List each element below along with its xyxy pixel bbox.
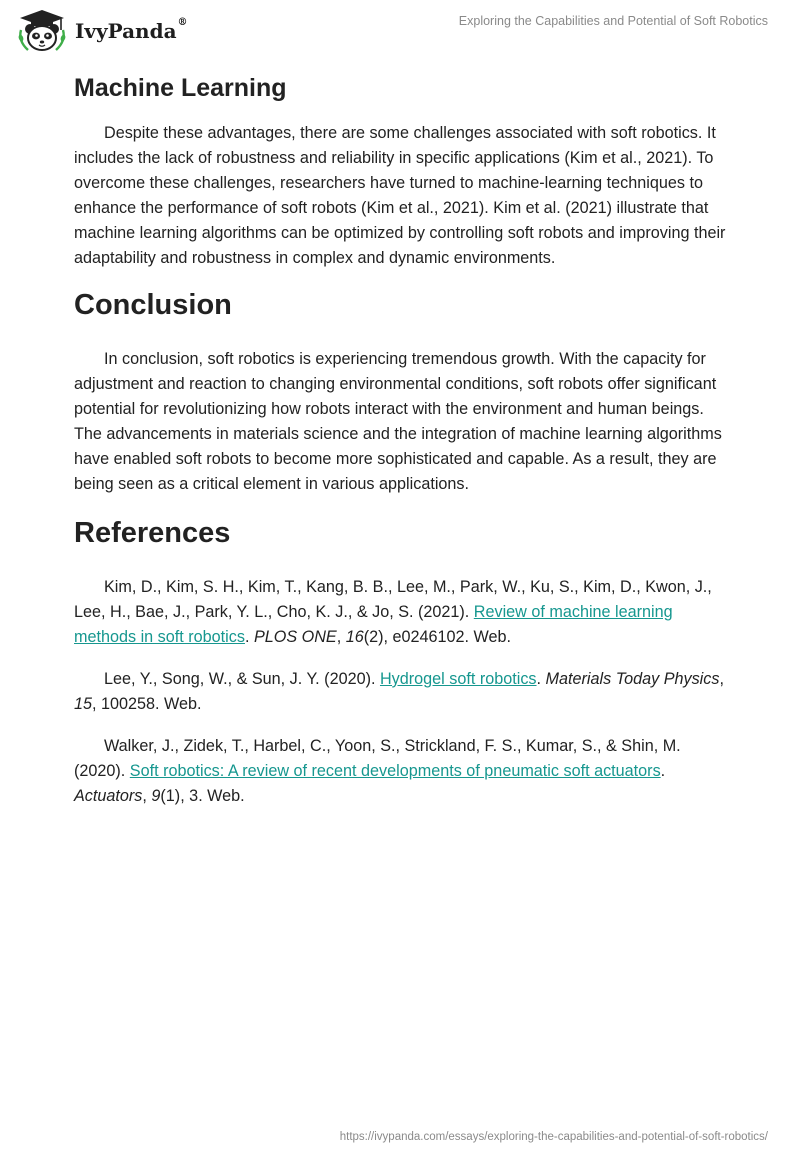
registered-mark: ® xyxy=(177,17,188,28)
heading-conclusion: Conclusion xyxy=(74,289,232,321)
reference-journal: Materials Today Physics xyxy=(545,670,720,688)
reference-punct: , xyxy=(142,787,152,805)
ivypanda-logo[interactable] xyxy=(14,8,188,52)
reference-punct: , xyxy=(336,628,346,646)
reference-volume: 15 xyxy=(74,695,93,713)
brand-name: IvyPanda® xyxy=(75,17,188,43)
reference-item xyxy=(74,667,726,717)
conclusion-paragraph: In conclusion, soft robotics is experiencing tremendous growth. With the capacity for adjustment and reaction to changing environmental conditions, soft robots offer significant potential for revolutionizing how robots interact with the environment and human beings. The advancements in materials science and the integration of machine learning algorithms have enabled soft robots to become more sophisticated and capable. As a result, they are being seen as a critical element in various applications. xyxy=(74,350,722,493)
reference-journal: Actuators xyxy=(74,787,143,805)
reference-rest: (2), e0246102. Web. xyxy=(363,628,512,646)
reference-punct: , xyxy=(719,670,724,688)
reference-item xyxy=(74,575,726,650)
reference-authors: Lee, Y., Song, W., & Sun, J. Y. (2020). xyxy=(104,670,380,688)
reference-punct: . xyxy=(660,762,666,780)
reference-link[interactable]: Review of machine learning methods in soft robotics xyxy=(74,603,673,646)
heading-references: References xyxy=(74,517,231,549)
reference-volume: 9 xyxy=(151,787,161,805)
reference-journal: PLOS ONE xyxy=(253,628,337,646)
reference-link[interactable]: Hydrogel soft robotics xyxy=(379,670,537,688)
reference-rest: , 100258. Web. xyxy=(92,695,202,713)
page-header xyxy=(0,0,800,60)
heading-machine-learning: Machine Learning xyxy=(74,74,287,102)
document-title: Exploring the Capabilities and Potential of Soft Robotics xyxy=(458,14,768,28)
reference-authors: Walker, J., Zidek, T., Harbel, C., Yoon, S., Strickland, F. S., Kumar, S., & Shin, M. (2020). xyxy=(74,737,681,780)
reference-link[interactable]: Soft robotics: A review of recent developments of pneumatic soft actuators xyxy=(129,762,661,780)
reference-authors: Kim, D., Kim, S. H., Kim, T., Kang, B. B., Lee, M., Park, W., Ku, S., Kim, D., Kwon, J., Lee, H., Bae, J., Park, Y. L., Cho, K. J., & Jo, S. (2021). xyxy=(74,578,712,621)
reference-punct: . xyxy=(536,670,546,688)
panda-graduate-icon xyxy=(14,8,70,52)
reference-item xyxy=(74,734,726,809)
reference-volume: 16 xyxy=(345,628,364,646)
footer-url[interactable]: https://ivypanda.com/essays/exploring-the-capabilities-and-potential-of-soft-robotics/ xyxy=(339,1131,768,1143)
reference-punct: . xyxy=(244,628,254,646)
machine-learning-paragraph: Despite these advantages, there are some challenges associated with soft robotics. It includes the lack of robustness and reliability in specific applications (Kim et al., 2021). To overcome these challenges, researchers have turned to machine-learning techniques to enhance the performance of soft robots (Kim et al., 2021). Kim et al. (2021) illustrate that machine learning algorithms can be optimized by controlling soft robots and improving their adaptability and robustness in complex and dynamic environments. xyxy=(74,124,726,267)
essay-content xyxy=(74,68,726,809)
reference-rest: (1), 3. Web. xyxy=(160,787,245,805)
